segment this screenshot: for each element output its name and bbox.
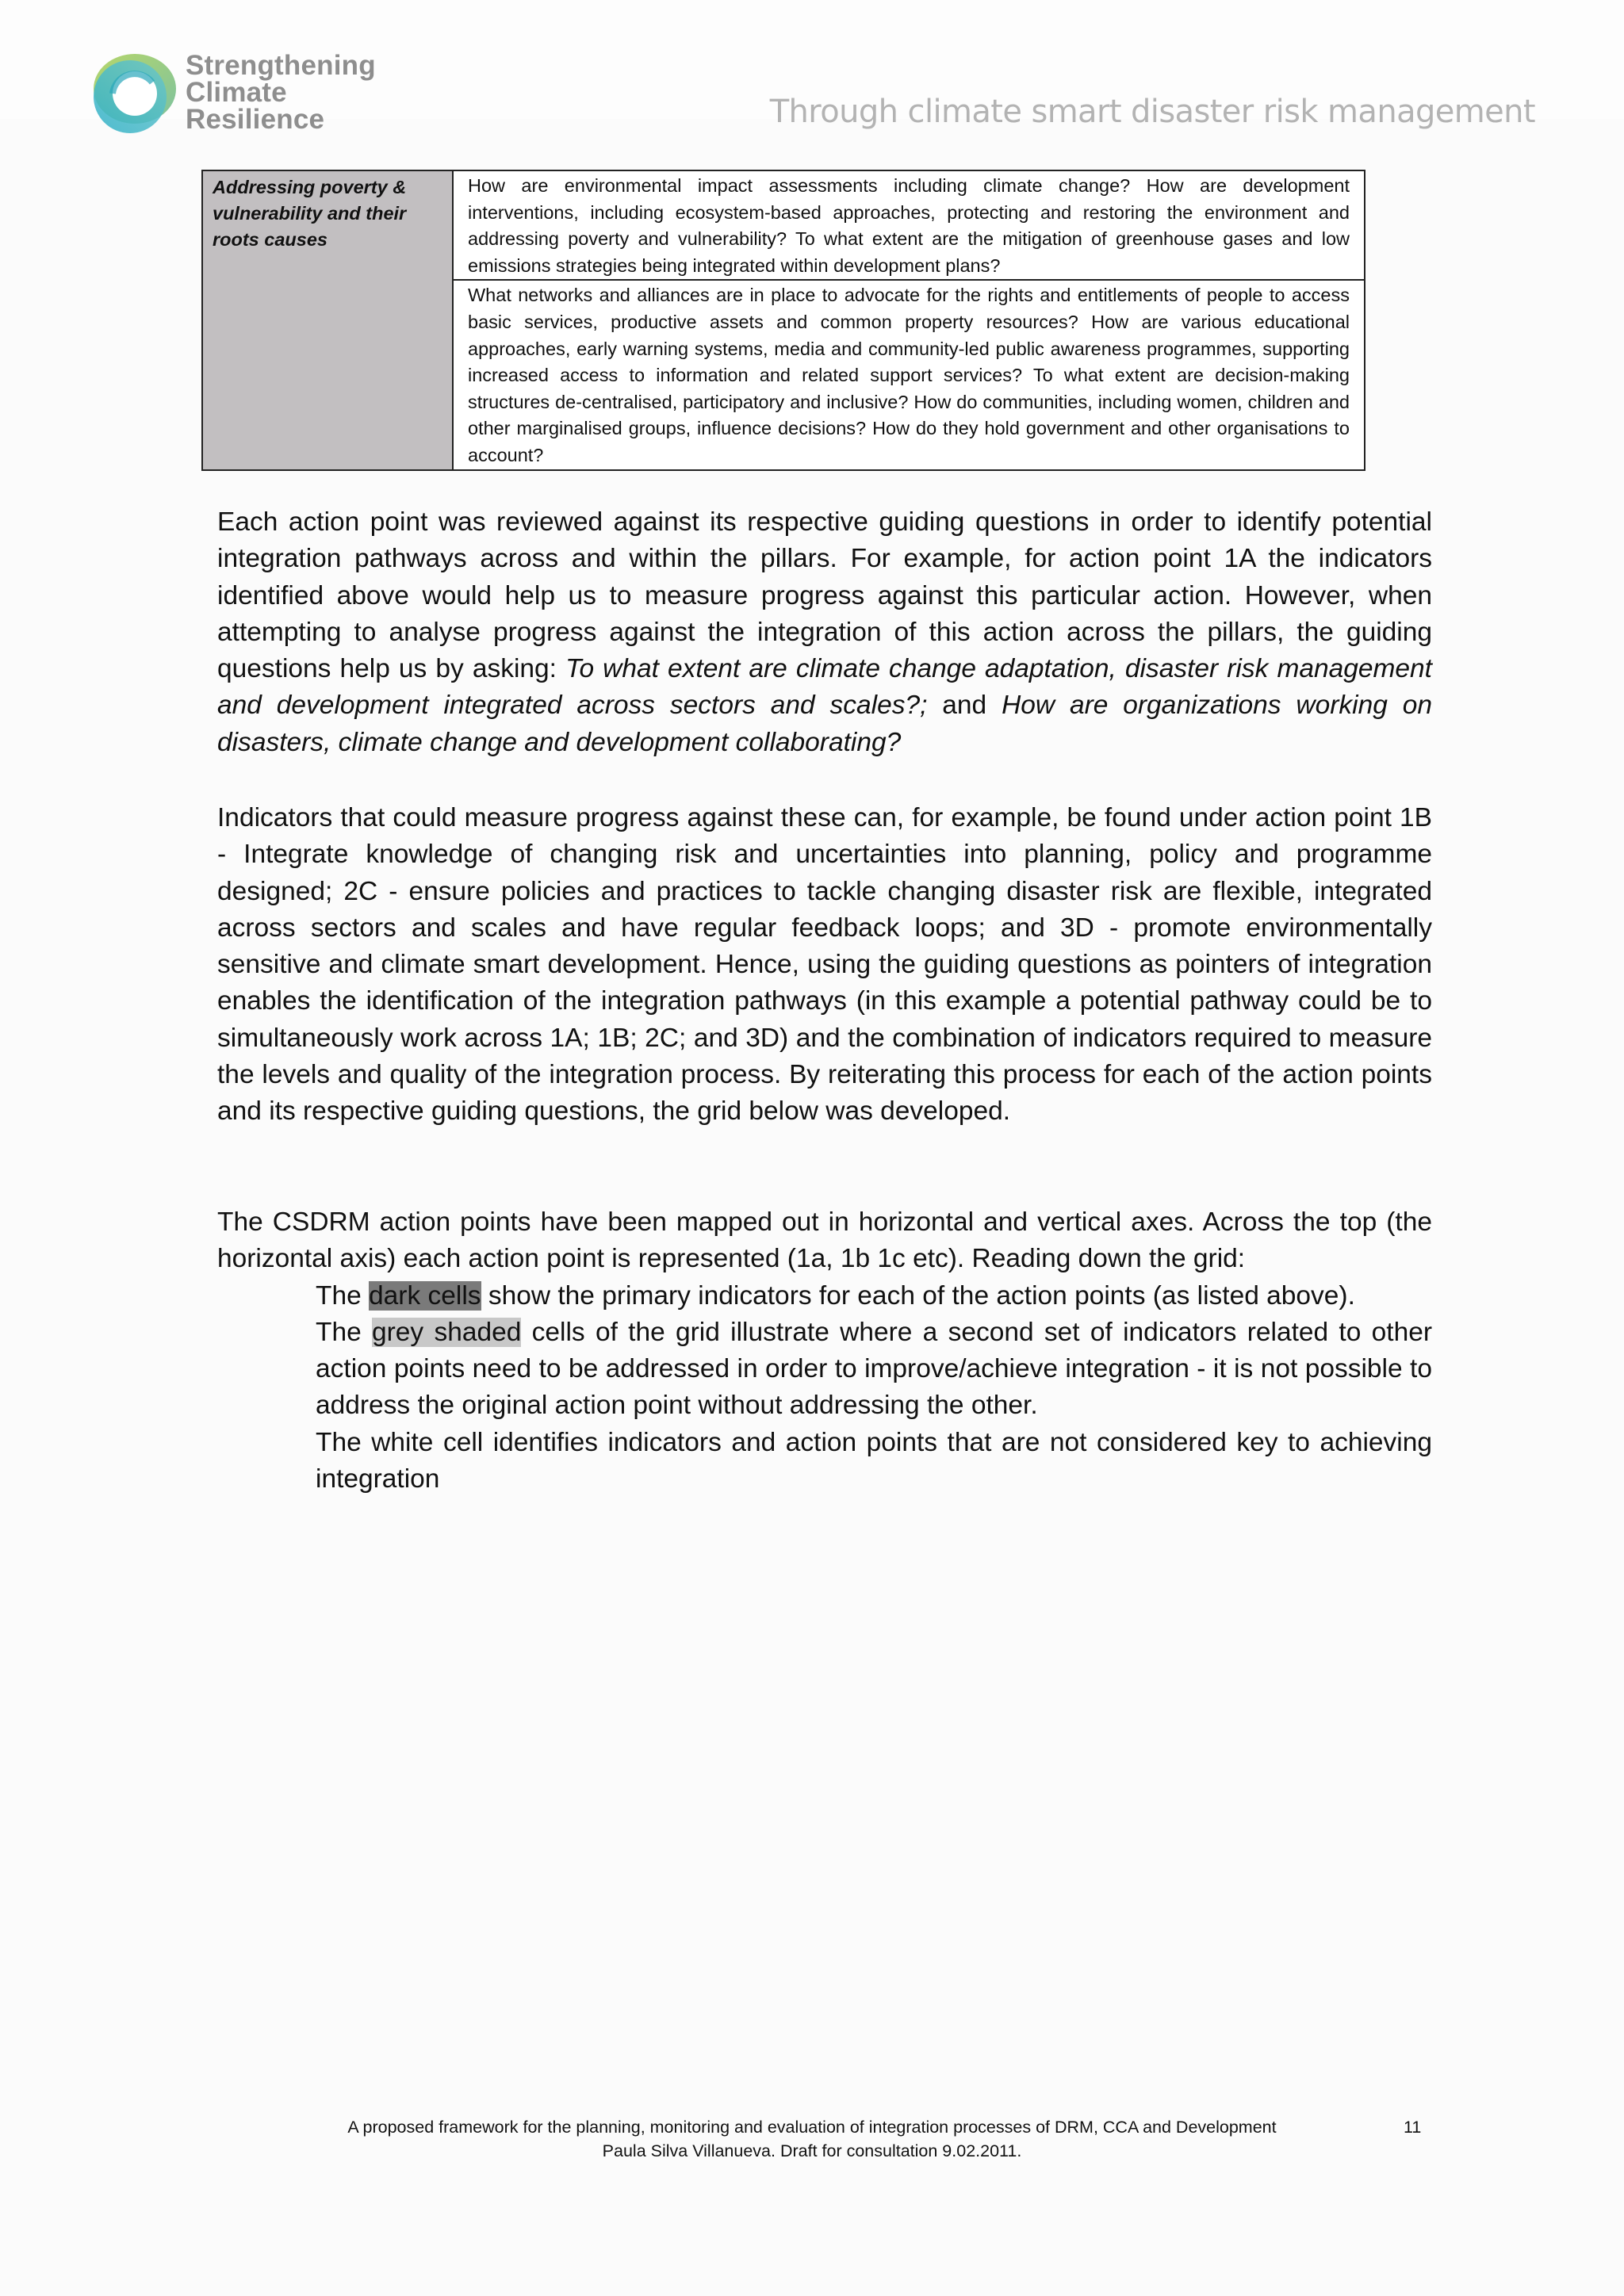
logo-line-2: Climate (186, 77, 287, 108)
logo-line-1: Strengthening (186, 50, 376, 81)
conjunction-text: and (927, 691, 1002, 721)
body-paragraph-3 (217, 1204, 1432, 1498)
dark-cells-highlight: dark cells (369, 1280, 481, 1311)
body-paragraph-1 (217, 504, 1432, 761)
italic-question-2: How are organizations working on disasters, climate change and development collaborating? (217, 691, 1432, 757)
paragraph-intro: The CSDRM action points have been mapped out in horizontal and vertical axes. Across the top (the horizontal axis) each action point is represented (1a, 1b 1c etc). Reading down the grid: (217, 1207, 1432, 1274)
footer-author: Paula Silva Villanueva. Draft for consultation 9.02.2011. (602, 2141, 1022, 2160)
italic-question-1: To what extent are climate change adaptation, disaster risk management and development integrated across sectors and scales?; (217, 654, 1432, 721)
body-paragraph-2 (217, 800, 1432, 1131)
footer-title: A proposed framework for the planning, monitoring and evaluation of integration processes of DRM, CCA and Development (347, 2118, 1277, 2137)
pillar-label-cell: Addressing poverty & vulnerability and their roots causes (202, 170, 453, 470)
paragraph-text: Each action point was reviewed against its respective guiding questions in order to identify potential integration pathways across and within the pillars. For example, for action point 1A the indicators identified above would help us to measure progress against this particular action. However, when attempting to analyse progress against the integration of this action across the pillars, the guiding questions help us by asking: (217, 507, 1432, 684)
page-number: 11 (1404, 2118, 1422, 2137)
logo-swirl-icon (89, 49, 178, 138)
page-footer (0, 2115, 1624, 2163)
list-item-prefix: The (316, 1317, 373, 1347)
list-item (316, 1314, 1432, 1425)
table-row (202, 170, 1365, 280)
list-item-prefix: The (316, 1280, 370, 1311)
grey-shaded-highlight: grey shaded (372, 1317, 522, 1347)
header-tagline: Through climate smart disaster risk management (769, 94, 1535, 130)
list-item-text: show the primary indicators for each of the action points (as listed above). (481, 1280, 1355, 1311)
logo-line-3: Resilience (186, 104, 325, 135)
paragraph-text: Indicators that could measure progress against these can, for example, be found under action point 1B - Integrate knowledge of changing risk and uncertainties into planning, policy and programme designed; 2C - ensure policies and practices to tackle changing disaster risk are flexible, integrated across sectors and scales and have regular feedback loops; and 3D - promote environmentally sensitive and climate smart development. Hence, using the guiding questions as pointers of integration enables the identification of the integration pathways (in this example a potential pathway could be to simultaneously work across 1A; 1B; 2C; and 3D) and the combination of indicators required to measure the levels and quality of the integration process. By reiterating this process for each of the action points and its respective guiding questions, the grid below was developed. (217, 803, 1432, 1127)
list-item: The white cell identifies indicators and action points that are not considered key to achieving integration (316, 1427, 1432, 1494)
grid-legend-list (316, 1278, 1432, 1498)
questions-cell: How are environmental impact assessments including climate change? How are development interventions, including ecosystem-based approaches, protecting and restoring the environment and addressing poverty and vulnerability? To what extent are the mitigation of greenhouse gases and low emissions strategies being integrated within development plans? (453, 170, 1365, 280)
questions-cell: What networks and alliances are in place to advocate for the rights and entitlements of people to access basic services, productive assets and common property resources? How are various educational approaches, early warning systems, media and community-led public awareness programmes, supporting increased access to information and related support services? To what extent are decision-making structures de-centralised, participatory and inclusive? How do communities, including women, children and other marginalised groups, influence decisions? How do they hold government and other organisations to account? (453, 280, 1365, 469)
logo-wordmark (186, 52, 376, 133)
strengthening-climate-resilience-logo (89, 49, 374, 138)
list-item-text: cells of the grid illustrate where a second set of indicators related to other action points need to be addressed in order to improve/achieve integration - it is not possible to address the original action point without addressing the other. (316, 1317, 1432, 1421)
list-item (316, 1278, 1432, 1314)
guiding-questions-table (201, 170, 1365, 471)
